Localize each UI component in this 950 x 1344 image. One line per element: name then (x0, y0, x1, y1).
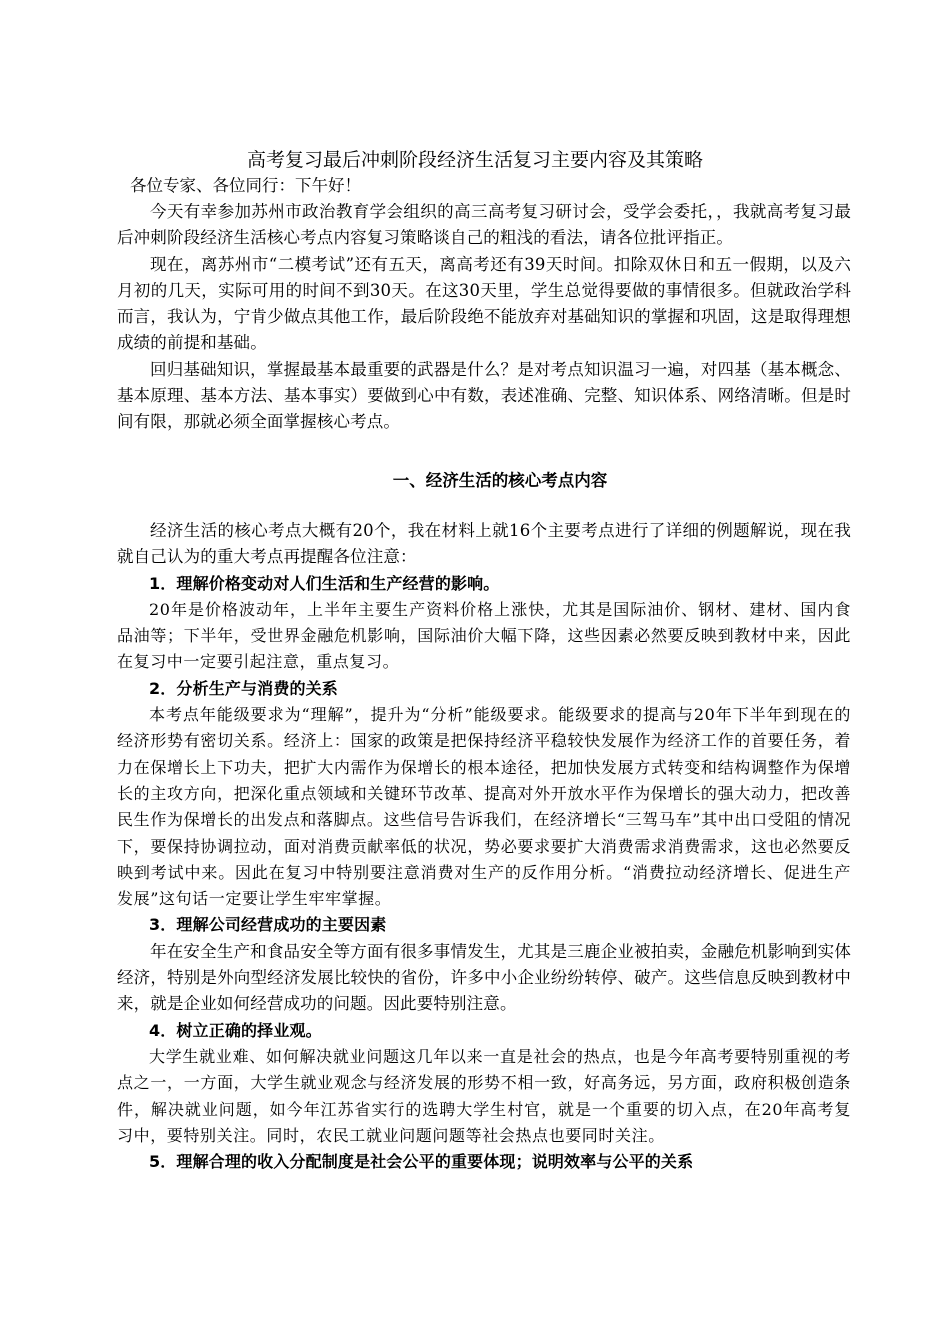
section-heading: 一、经济生活的核心考点内容 (392, 471, 608, 490)
section-intro-paragraph: 经济生活的核心考点大概有20个，我在材料上就16个主要考点进行了详细的例题解说，现在我就自己认为的重大考点再提醒各位注意： (117, 521, 851, 567)
point-heading: 1．理解价格变动对人们生活和生产经营的影响。 (149, 573, 500, 593)
intro-paragraph: 今天有幸参加苏州市政治教育学会组织的高三高考复习研讨会，受学会委托，，我就高考复习最后冲刺阶段经济生活核心考点内容复习策略谈自己的粗浅的看法，请各位批评指正。 (117, 202, 851, 248)
intro-paragraph: 现在，离苏州市“二模考试”还有五天，离高考还有39天时间。扣除双休日和五一假期，以及六月初的几天，实际可用的时间不到30天。在这30天里，学生总觉得要做的事情很多。但就政治学科而言，我认为，宁肯少做点其他工作，最后阶段绝不能放弃对基础知识的掌握和巩固，这是取得理想成绩的前提和基础。 (117, 254, 851, 353)
greeting-line: 各位专家、各位同行：下午好！ (130, 176, 361, 195)
point-body: 年在安全生产和食品安全等方面有很多事情发生，尤其是三鹿企业被拍卖，金融危机影响到实体经济，特别是外向型经济发展比较快的省份，许多中小企业纷纷转停、破产。这些信息反映到教材中来，就是企业如何经营成功的问题。因此要特别注意。 (117, 941, 851, 1014)
point-body: 20年是价格波动年，上半年主要生产资料价格上涨快，尤其是国际油价、钢材、建材、国内食品油等；下半年，受世界金融危机影响，国际油价大幅下降，这些因素必然要反映到教材中来，因此在复习中一定要引起注意，重点复习。 (117, 599, 851, 672)
point-heading: 2．分析生产与消费的关系 (149, 678, 338, 698)
point-body: 大学生就业难、如何解决就业问题这几年以来一直是社会的热点，也是今年高考要特别重视的考点之一，一方面，大学生就业观念与经济发展的形势不相一致，好高务远，另方面，政府积极创造条件，解决就业问题，如今年江苏省实行的选聘大学生村官，就是一个重要的切入点，在20年高考复习中，要特别关注。同时，农民工就业问题问题等社会热点也要同时关注。 (117, 1046, 851, 1145)
intro-paragraph: 回归基础知识，掌握最基本最重要的武器是什么？是对考点知识温习一遍，对四基（基本概念、基本原理、基本方法、基本事实）要做到心中有数，表述准确、完整、知识体系、网络清晰。但是时间有限，那就必须全面掌握核心考点。 (117, 359, 851, 432)
core-points-section (117, 518, 851, 1175)
point-heading: 3．理解公司经营成功的主要因素 (149, 915, 387, 935)
intro-section (117, 199, 851, 436)
point-heading: 4．树立正确的择业观。 (149, 1020, 322, 1040)
point-body: 本考点年能级要求为“理解”，提升为“分析”能级要求。能级要求的提高与20年下半年到现在的经济形势有密切关系。经济上：国家的政策是把保持经济平稳较快发展作为经济工作的首要任务，着力在保增长上下功夫，把扩大内需作为保增长的根本途径，把加快发展方式转变和结构调整作为保增长的主攻方向，把深化重点领域和关键环节改革、提高对外开放水平作为保增长的强大动力，把改善民生作为保增长的出发点和落脚点。这些信号告诉我们，在经济增长“三驾马车”其中出口受阻的情况下，要保持协调拉动，面对消费贡献率低的状况，势必要求要扩大消费需求消费需求，这也必然要反映到考试中来。因此在复习中特别要注意消费对生产的反作用分析。“消费拉动经济增长、促进生产发展”这句话一定要让学生牢牢掌握。 (117, 705, 851, 909)
document-title: 高考复习最后冲刺阶段经济生活复习主要内容及其策略 (246, 149, 703, 171)
point-heading: 5．理解合理的收入分配制度是社会公平的重要体现；说明效率与公平的关系 (149, 1152, 694, 1172)
